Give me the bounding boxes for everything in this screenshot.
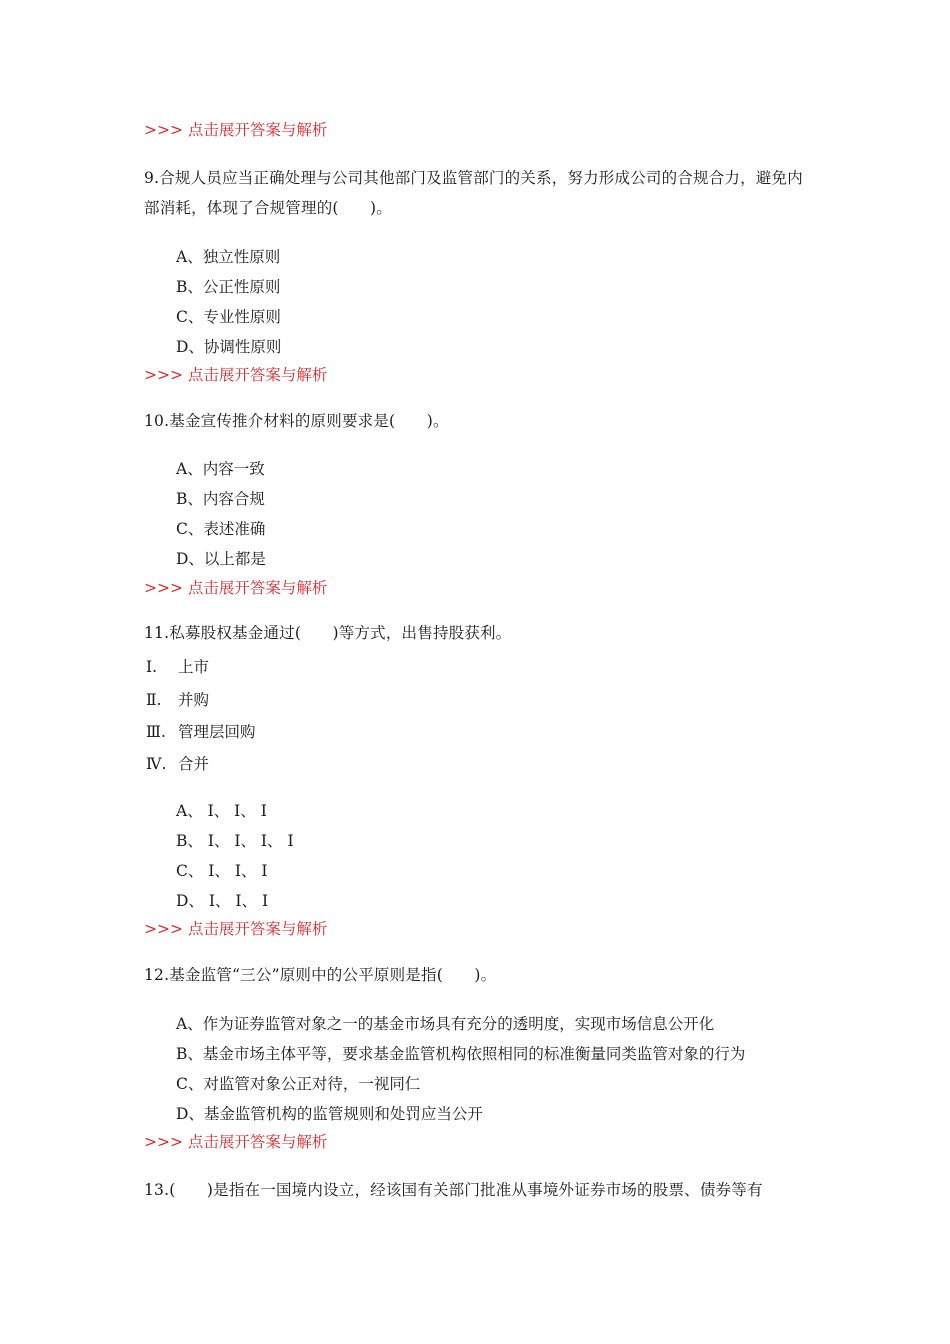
q12-option-a: A、作为证券监管对象之一的基金市场具有充分的透明度，实现市场信息公开化 (176, 1015, 715, 1033)
q9-option-a: A、独立性原则 (176, 248, 281, 266)
q11-statement-2: Ⅱ. 并购 (146, 691, 210, 709)
q10-option-a: A、内容一致 (176, 460, 265, 478)
q10-option-c: C、表述准确 (176, 520, 266, 538)
expand-answer-link[interactable]: >>> 点击展开答案与解析 (144, 121, 328, 139)
q12-option-c: C、对监管对象公正对待，一视同仁 (176, 1075, 421, 1093)
q9-option-d: D、协调性原则 (176, 338, 282, 356)
q11-option-d: D、 I、 I、 I (176, 892, 269, 910)
q11-statement-1: Ⅰ. 上市 (146, 658, 210, 676)
q9-option-c: C、专业性原则 (176, 308, 281, 326)
q10-option-b: B、内容合规 (176, 490, 265, 508)
expand-answer-link[interactable]: >>> 点击展开答案与解析 (144, 920, 328, 938)
expand-answer-link[interactable]: >>> 点击展开答案与解析 (144, 579, 328, 597)
question-12-text: 12.基金监管“三公”原则中的公平原则是指( )。 (144, 966, 497, 984)
q10-option-d: D、以上都是 (176, 550, 266, 568)
question-13-text: 13.( )是指在一国境内设立，经该国有关部门批准从事境外证券市场的股票、债券等有 (144, 1181, 763, 1199)
q11-option-b: B、 I、 I、 I、 I (176, 832, 294, 850)
q11-statement-3: Ⅲ. 管理层回购 (146, 723, 256, 741)
q11-option-a: A、 I、 I、 I (176, 802, 267, 820)
q12-option-d: D、基金监管机构的监管规则和处罚应当公开 (176, 1105, 483, 1123)
q9-option-b: B、公正性原则 (176, 278, 281, 296)
question-10-text: 10.基金宣传推介材料的原则要求是( )。 (144, 412, 449, 430)
q11-option-c: C、 I、 I、 I (176, 862, 268, 880)
expand-answer-link[interactable]: >>> 点击展开答案与解析 (144, 1133, 328, 1151)
q11-statement-4: Ⅳ. 合并 (146, 755, 210, 773)
q12-option-b: B、基金市场主体平等，要求基金监管机构依照相同的标准衡量同类监管对象的行为 (176, 1045, 746, 1063)
question-11-text: 11.私募股权基金通过( )等方式，出售持股获利。 (144, 624, 512, 642)
question-9-text: 9.合规人员应当正确处理与公司其他部门及监管部门的关系，努力形成公司的合规合力，避免内部消耗，体现了合规管理的( )。 (144, 169, 803, 217)
expand-answer-link[interactable]: >>> 点击展开答案与解析 (144, 366, 328, 384)
